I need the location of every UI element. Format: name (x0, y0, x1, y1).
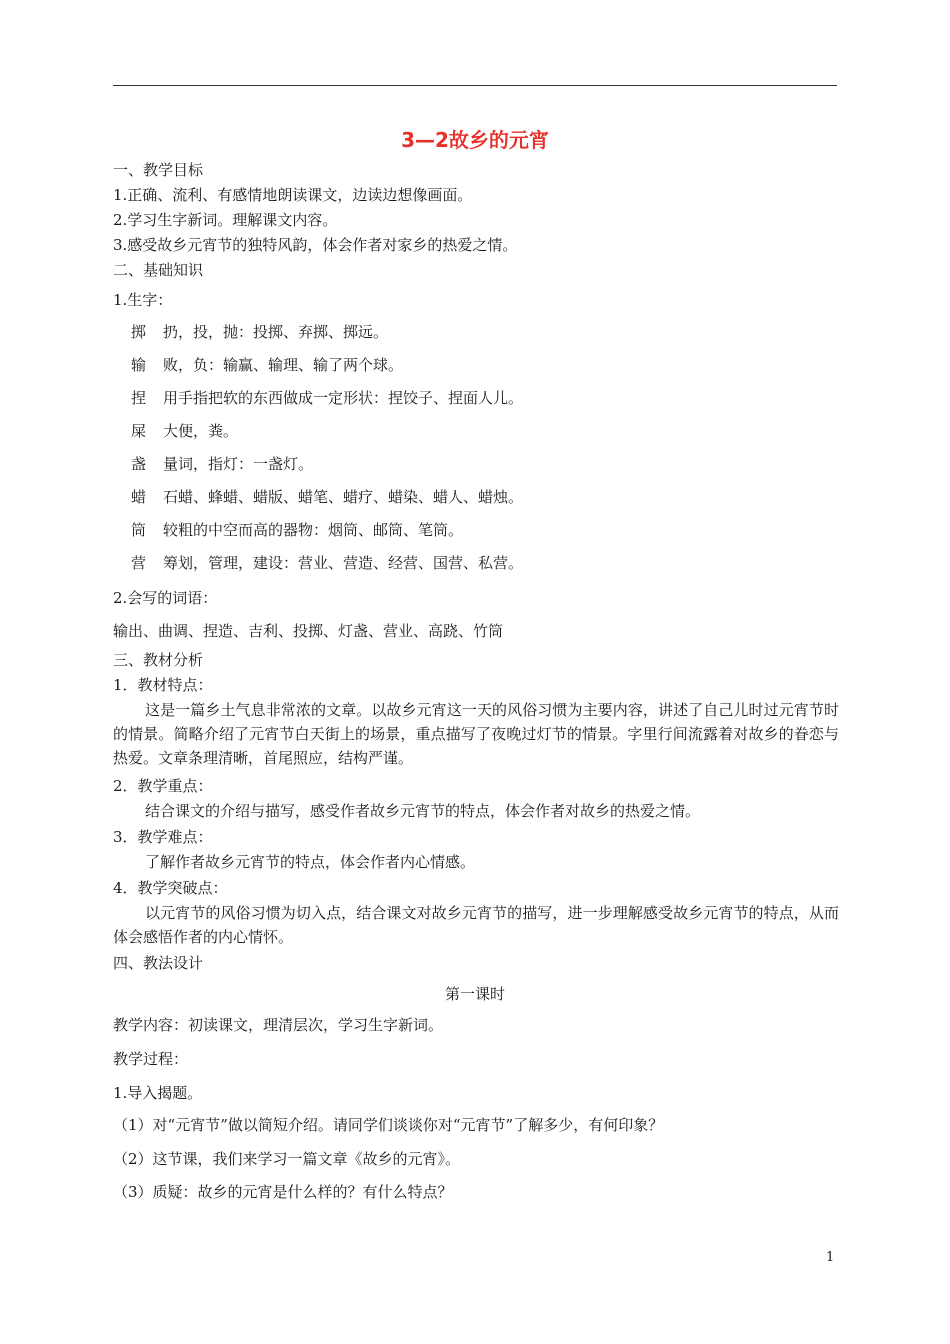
vocab-def: 较粗的中空而高的器物：烟筒、邮筒、笔筒。 (163, 521, 464, 539)
substep-item: （3）质疑：故乡的元宵是什么样的？有什么特点？ (113, 1183, 453, 1201)
teaching-content: 教学内容：初读课文，理清层次，学习生字新词。 (113, 1016, 444, 1034)
difficulty-text: 了解作者故乡元宵节的特点，体会作者内心情感。 (145, 853, 476, 871)
vocab-char: 掷 (131, 323, 147, 341)
goal-item: 1.正确、流利、有感情地朗读课文，边读边想像画面。 (113, 186, 473, 204)
breakthrough-text: 以元宵节的风俗习惯为切入点，结合课文对故乡元宵节的描写，进一步理解感受故乡元宵节的特点，从而体会感悟作者的内心情怀。 (113, 904, 839, 946)
key-text: 结合课文的介绍与描写，感受作者故乡元宵节的特点，体会作者对故乡的热爱之情。 (145, 802, 701, 820)
substep-item: （2）这节课，我们来学习一篇文章《故乡的元宵》。 (113, 1150, 461, 1168)
new-chars-label: 1.生字： (113, 291, 173, 309)
goal-item: 3.感受故乡元宵节的独特风韵，体会作者对家乡的热爱之情。 (113, 236, 518, 254)
vocab-char: 营 (131, 554, 147, 572)
vocab-def: 大便，粪。 (163, 422, 239, 440)
vocab-entry (131, 487, 523, 507)
words-list: 输出、曲调、捏造、吉利、投掷、灯盏、营业、高跷、竹筒 (113, 622, 504, 640)
page-number: 1 (826, 1250, 835, 1265)
analysis-heading: 三、教材分析 (113, 651, 204, 669)
vocab-char: 蜡 (131, 488, 147, 506)
vocab-entry (131, 421, 238, 441)
substep-item: （1）对“元宵节”做以简短介绍。请同学们谈谈你对“元宵节”了解多少，有何印象？ (113, 1116, 664, 1134)
words-label: 2.会写的词语： (113, 589, 218, 607)
step-1: 1.导入揭题。 (113, 1084, 203, 1102)
vocab-def: 用手指把软的东西做成一定形状：捏饺子、捏面人儿。 (163, 389, 524, 407)
vocab-entry (131, 322, 388, 342)
features-label: 1．教材特点： (113, 676, 213, 694)
breakthrough-label: 4．教学突破点： (113, 879, 228, 897)
vocab-entry (131, 388, 523, 408)
vocab-char: 盏 (131, 455, 147, 473)
vocab-char: 筒 (131, 521, 147, 539)
document-title: 3—2故乡的元宵 (401, 128, 549, 152)
vocab-def: 筹划，管理，建设：营业、营造、经营、国营、私营。 (163, 554, 524, 572)
vocab-entry (131, 553, 523, 573)
key-label: 2．教学重点： (113, 777, 213, 795)
vocab-entry (131, 355, 403, 375)
goals-heading: 一、教学目标 (113, 161, 204, 179)
vocab-char: 捏 (131, 389, 147, 407)
vocab-def: 扔，投，抛：投掷、弃掷、掷远。 (163, 323, 389, 341)
method-heading: 四、教法设计 (113, 954, 204, 972)
basics-heading: 二、基础知识 (113, 261, 204, 279)
vocab-def: 量词，指灯：一盏灯。 (163, 455, 314, 473)
lesson-title: 第一课时 (444, 985, 505, 1003)
vocab-char: 屎 (131, 422, 147, 440)
vocab-def: 石蜡、蜂蜡、蜡版、蜡笔、蜡疗、蜡染、蜡人、蜡烛。 (163, 488, 524, 506)
vocab-entry (131, 520, 463, 540)
vocab-char: 输 (131, 356, 147, 374)
vocab-def: 败，负：输赢、输理、输了两个球。 (163, 356, 404, 374)
features-text: 这是一篇乡土气息非常浓的文章。以故乡元宵这一天的风俗习惯为主要内容，讲述了自己儿时过元宵节时的情景。简略介绍了元宵节白天街上的场景，重点描写了夜晚过灯节的情景。字里行间流露着对故乡的眷恋与热爱。文章条理清晰，首尾照应，结构严谨。 (113, 701, 839, 767)
vocab-entry (131, 454, 313, 474)
teaching-process: 教学过程： (113, 1050, 189, 1068)
goal-item: 2.学习生字新词。理解课文内容。 (113, 211, 338, 229)
header-rule (113, 85, 837, 86)
difficulty-label: 3．教学难点： (113, 828, 213, 846)
